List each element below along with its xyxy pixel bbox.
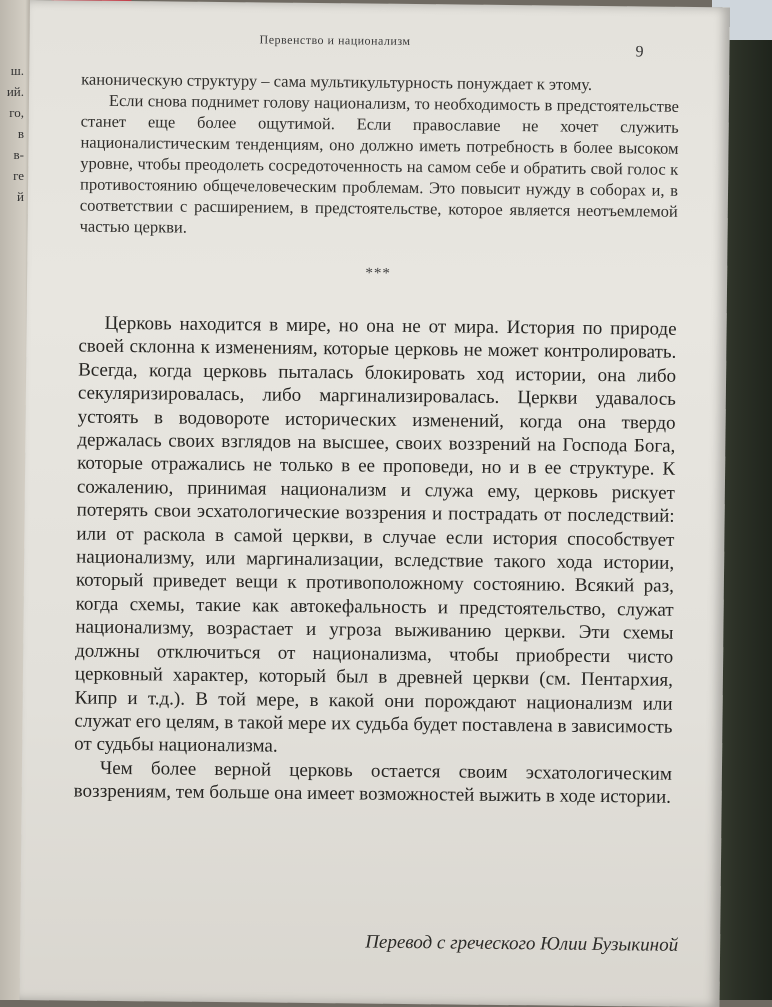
- margin-fragment: го,: [9, 105, 24, 120]
- section-separator: ***: [365, 265, 391, 282]
- paragraph: Церковь находится в мире, но она не от мира. История по природе своей склонна к изменениям, которые церковь не может контролировать. Всегда, когда церковь пыталась блокировать ход истории, она либо секуляризировалась, либо маргинализировалась. Церкви удавалось устоять в водовороте исторических изменений, когда она твердо держалась своих взглядов на высшее, своих воззрений на Господа Бога, которые отражались не только в ее проповеди, но и в ее структуре. К сожалению, принимая национализм и служа ему, церковь рискует потерять свои эсхатологические воззрения и пострадать от последствий: или от раскола в самой церкви, в случае если история способствует национализму, или маргинализации, вследствие такого хода истории, который приведет вещи к противоположному состоянию. Всякий раз, когда схемы, такие как автокефальность и предстоятельство, служат национализму, возрастает и угроза выживанию церкви. Эти схемы должны отключиться от национализма, чтобы приобрести чисто церковный характер, который был в древней церкви (см. Пентархия, Кипр и т.д.). В той мере, в какой они порождают национализм или служат его целям, в такой мере их судьба будет поставлена в зависимость от судьбы национализма.: [74, 312, 677, 757]
- margin-fragment: ш.: [10, 63, 24, 78]
- page-body: [74, 69, 680, 810]
- margin-fragment: й: [17, 189, 24, 204]
- translator-credit: Перевод с греческого Юлии Бузыкиной: [365, 931, 679, 956]
- page-number: 9: [635, 43, 644, 61]
- paragraph: Если снова поднимет голову национализм, то необходимость в предстоятельстве станет еще более ощутимой. Если православие не хочет служить националистическим тенденциям, оно должно иметь потребность в более высоком уровне, чтобы преодолеть сосредоточенность на самом себе и обратить свой голос к противостоянию общечеловеческим проблемам. Это повысит нужду в соборах и, в соответствии с расширением, в предстоятельстве, которое является неотъемлемой частью церкви.: [79, 90, 680, 237]
- book-page: [20, 0, 730, 1007]
- margin-fragment: ий.: [6, 84, 24, 99]
- margin-fragment: в-: [13, 147, 24, 162]
- paragraph: Чем более верной церковь остается своим эсхатологическим воззрениям, тем больше она имеет возможностей выжить в ходе истории.: [73, 757, 673, 808]
- margin-fragment: в: [17, 126, 24, 141]
- adjacent-page-text: [0, 60, 28, 220]
- margin-fragment: ге: [13, 168, 24, 183]
- running-head: Первенство и национализм: [259, 32, 411, 48]
- paragraph: каноническую структуру – сама мультикультурность понуждает к этому.: [81, 69, 593, 94]
